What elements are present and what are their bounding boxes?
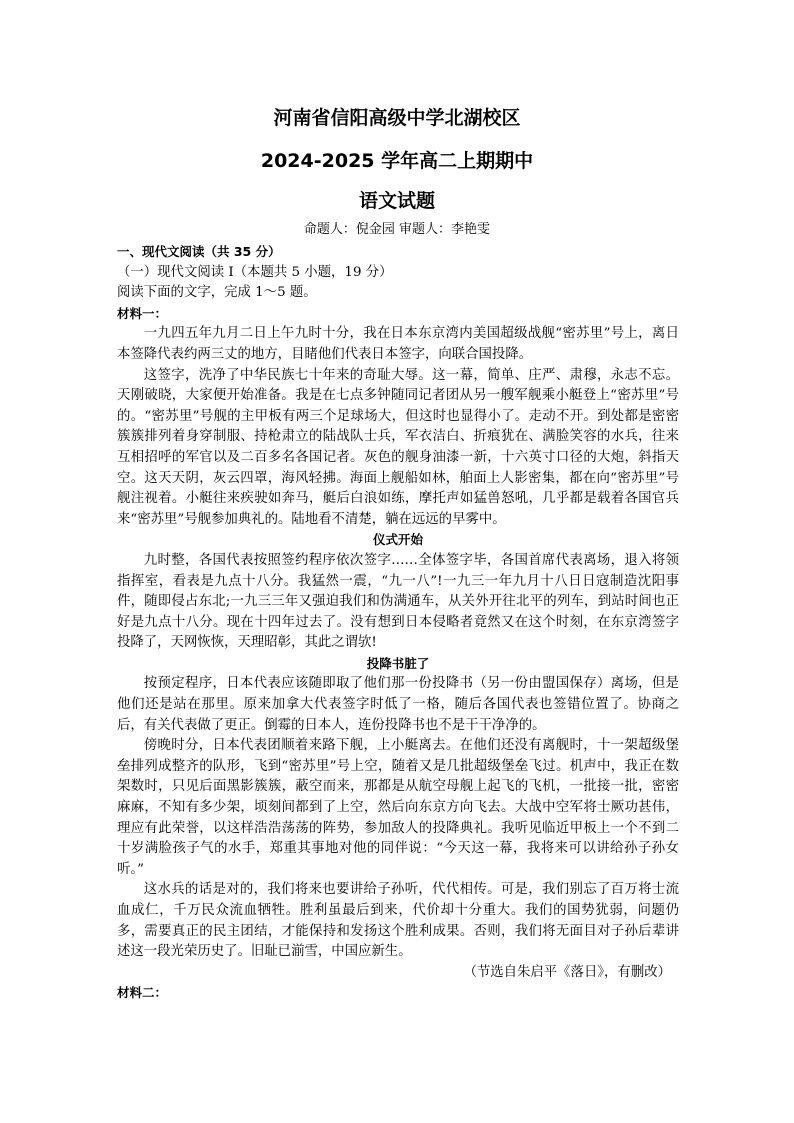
paragraph: 九时整，各国代表按照签约程序依次签字……全体签字毕，各国首席代表离场，退入将领指挥室，看表是九点十八分。我猛然一震，“九一八”!一九三一年九月十八日日寇制造沈阳事件，随即侵占东北;一九三三年又强迫我们和伪满通车，从关外开往北平的列车，到站时间也正好是九点十八分。现在十四年过去了。没有想到日本侵略者竟然又在这个时刻，在东京湾签字投降了，天网恢恢，天理昭彰，其此之谓欤! xyxy=(117,552,679,651)
reading-instruction: 阅读下面的文字，完成 1～5 题。 xyxy=(117,285,317,301)
school-title: 河南省信阳高级中学北湖校区 xyxy=(273,107,521,129)
exam-content xyxy=(117,242,679,1004)
authors-line: 命题人：倪金园 审题人：李艳雯 xyxy=(303,222,491,237)
subheading-surrender-document: 投降书脏了 xyxy=(366,655,430,671)
paragraph: 傍晚时分，日本代表团顺着来路下舰，上小艇离去。在他们还没有离舰时，十一架超级堡垒排列成整齐的队形，飞到“密苏里”号上空，随着又是几批超级堡垒飞过。机声中，我正在数架数时，只见后面黑影簇簇，蔽空而来，那都是从航空母舰上起飞的飞机，一批接一批，密密麻麻，不知有多少架，顷刻间都到了上空，然后向东京方向飞去。大战中空军将士厥功甚伟，理应有此荣誉，以这样浩浩荡荡的阵势，参加敌人的投降典礼。我听见临近甲板上一个不到二十岁满脸孩子气的水手，郑重其事地对他的同伴说：“今天这一幕，我将来可以讲给孙子孙女听。” xyxy=(117,738,679,877)
material-two-label: 材料二： xyxy=(117,985,168,1001)
subject-title: 语文试题 xyxy=(358,190,435,212)
paragraph: 按预定程序，日本代表应该随即取了他们那一份投降书（另一份由盟国保存）离场，但是他们还是站在那里。原来加拿大代表签字时低了一格，随后各国代表也签错位置了。协商之后，有关代表做了更正。倒霉的日本人，连份投降书也不是干干净净的。 xyxy=(117,676,679,733)
paragraph: 这签字，洗净了中华民族七十年来的奇耻大辱。这一幕，简单、庄严、肃穆，永志不忘。天刚破晓，大家便开始准备。我是在七点多钟随同记者团从另一艘军舰乘小艇登上“密苏里”号的。“密苏里”号舰的主甲板有两三个足球场大，但这时也显得小了。走动不开。到处都是密密簇簇排列着身穿制服、持枪肃立的陆战队士兵，军衣洁白、折痕犹在、满脸笑容的水兵，往来互相招呼的军官以及二百多名各国记者。灰色的舰身油漆一新，十六英寸口径的大炮，斜指天空。这天天阴，灰云四罩，海风轻拂。海面上舰船如林，舶面上人影密集，都在向“密苏里”号舰注视着。小艇往来疾驶如奔马，艇后白浪如练，摩托声如猛兽怒吼，几乎都是载着各国官兵来“密苏里”号舰参加典礼的。陆地看不清楚，躺在远远的早雾中。 xyxy=(117,367,679,527)
section-heading: 一、现代文阅读（共 35 分） xyxy=(117,244,281,259)
term-title: 2024-2025 学年高二上期期中 xyxy=(260,150,534,172)
source-citation: （节选自朱启平《落日》，有删改） xyxy=(463,964,671,980)
paragraph: 一九四五年九月二日上午九时十分，我在日本东京湾内美国超级战舰“密苏里”号上，离日本签降代表约两三丈的地方，目睹他们代表日本签字，向联合国投降。 xyxy=(117,326,679,362)
subsection-heading: （一）现代文阅读 I（本题共 5 小题，19 分） xyxy=(117,264,393,280)
material-one-label: 材料一： xyxy=(117,305,168,321)
subheading-ceremony-start: 仪式开始 xyxy=(372,532,423,548)
paragraph: 这水兵的话是对的，我们将来也要讲给子孙听，代代相传。可是，我们别忘了百万将士流血成仁，千万民众流血牺牲。胜利虽最后到来，代价却十分重大。我们的国势犹弱，问题仍多，需要真正的民主团结，才能保持和发扬这个胜利成果。否则，我们将无面目对子孙后辈讲述这一段光荣历史了。旧耻已湔雪，中国应新生。 xyxy=(117,882,679,960)
